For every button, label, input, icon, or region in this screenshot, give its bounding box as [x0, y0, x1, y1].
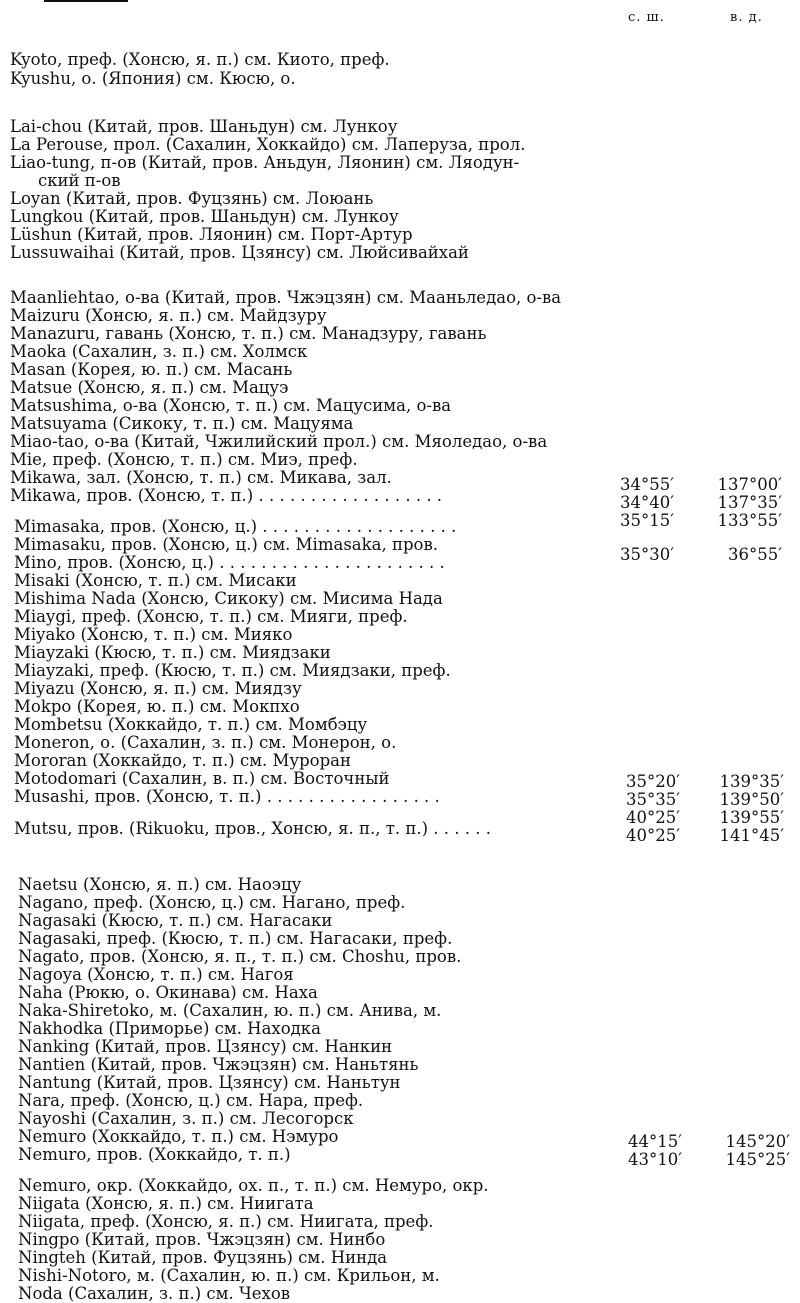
entry-row: Nishi-Notoro, м. (Сахалин, ю. п.) см. Крильон, м. — [18, 1266, 440, 1285]
entry-row: Mombetsu (Хоккайдо, т. п.) см. Момбэцу — [14, 715, 368, 734]
entry-row: Moneron, о. (Сахалин, з. п.) см. Монерон, о. — [14, 733, 397, 752]
entry-row: Kyoto, преф. (Хонсю, я. п.) см. Киото, преф. — [10, 50, 390, 69]
entry-row: Miao-tao, о-ва (Китай, Чжилийский прол.) см. Мяоледао, о-ва — [10, 432, 548, 451]
longitude-value: 145°20′ — [725, 1132, 790, 1151]
longitude-value: 139°35′ — [719, 772, 784, 791]
entry-row: Mimasaka, пров. (Хонсю, ц.) . . . . . . . . . . . . . . . . . . . — [14, 517, 457, 536]
latitude-value: 35°20′ — [626, 772, 680, 791]
entry-row: Matsuyama (Сикоку, т. п.) см. Мацуяма — [10, 414, 354, 433]
longitude-value: 137°00′ — [717, 475, 782, 494]
entry-row: Miyazu (Хонсю, я. п.) см. Миядзу — [14, 679, 302, 698]
entry-row: Manazuru, гавань (Хонсю, т. п.) см. Манадзуру, гавань — [10, 324, 487, 343]
entry-row: Maanliehtao, о-ва (Китай, пров. Чжэцзян) см. Мааньледао, о-ва — [10, 288, 562, 307]
entry-row: Nagoya (Хонсю, т. п.) см. Нагоя — [18, 965, 294, 984]
entry-row: Niigata (Хонсю, я. п.) см. Ниигата — [18, 1194, 314, 1213]
entry-row: Nagasaki (Кюсю, т. п.) см. Нагасаки — [18, 911, 333, 930]
entry-row: Nemuro (Хоккайдо, т. п.) см. Нэмуро — [18, 1127, 339, 1146]
entry-row: Motodomari (Сахалин, в. п.) см. Восточный — [14, 769, 390, 788]
longitude-value: 133°55′ — [717, 511, 782, 530]
longitude-value: 137°35′ — [717, 493, 782, 512]
latitude-value: 40°25′ — [626, 808, 680, 827]
entry-row: Lussuwaihai (Китай, пров. Цзянсу) см. Люйсивайхай — [10, 243, 469, 262]
longitude-value: 139°50′ — [719, 790, 784, 809]
latitude-value: 34°55′ — [620, 475, 674, 494]
entry-row: Nantung (Китай, пров. Цзянсу) см. Наньтун — [18, 1073, 401, 1092]
longitude-value: 141°45′ — [719, 826, 784, 845]
latitude-value: 43°10′ — [628, 1150, 682, 1169]
entry-row: Nemuro, пров. (Хоккайдо, т. п.) — [18, 1145, 291, 1164]
entry-row: Nayoshi (Сахалин, з. п.) см. Лесогорск — [18, 1109, 354, 1128]
top-rule — [44, 0, 128, 2]
entry-row: Lungkou (Китай, пров. Шаньдун) см. Лункоу — [10, 207, 399, 226]
entry-row: Nara, преф. (Хонсю, ц.) см. Нара, преф. — [18, 1091, 364, 1110]
latitude-value: 34°40′ — [620, 493, 674, 512]
entry-row: Mokpo (Корея, ю. п.) см. Мокпхо — [14, 697, 300, 716]
entry-row: Nagasaki, преф. (Кюсю, т. п.) см. Нагасаки, преф. — [18, 929, 453, 948]
entry-row: Nanking (Китай, пров. Цзянсу) см. Нанкин — [18, 1037, 393, 1056]
latitude-header: с. ш. — [628, 10, 665, 25]
entry-row: Masan (Корея, ю. п.) см. Масань — [10, 360, 293, 379]
entry-row: Lai-chou (Китай, пров. Шаньдун) см. Лункоу — [10, 117, 398, 136]
entry-row: Matsue (Хонсю, я. п.) см. Мацуэ — [10, 378, 289, 397]
entry-row: Mino, пров. (Хонсю, ц.) . . . . . . . . . . . . . . . . . . . . . . — [14, 553, 445, 572]
entry-row: Mishima Nada (Хонсю, Сикоку) см. Мисима Нада — [14, 589, 443, 608]
longitude-value: 139°55′ — [719, 808, 784, 827]
entry-row: ский п-ов — [38, 171, 121, 190]
entry-row: Niigata, преф. (Хонсю, я. п.) см. Ниигата, преф. — [18, 1212, 434, 1231]
entry-row: Maizuru (Хонсю, я. п.) см. Майдзуру — [10, 306, 327, 325]
entry-row: Mie, преф. (Хонсю, т. п.) см. Миэ, преф. — [10, 450, 358, 469]
entry-row: Naha (Рюкю, о. Окинава) см. Наха — [18, 983, 318, 1002]
entry-row: Mikawa, зал. (Хонсю, т. п.) см. Микава, зал. — [10, 468, 392, 487]
entry-row: Mikawa, пров. (Хонсю, т. п.) . . . . . . . . . . . . . . . . . . — [10, 486, 443, 505]
latitude-value: 35°35′ — [626, 790, 680, 809]
entry-row: Ningpo (Китай, пров. Чжэцзян) см. Нинбо — [18, 1230, 386, 1249]
entry-row: Naka-Shiretoko, м. (Сахалин, ю. п.) см. Анива, м. — [18, 1001, 442, 1020]
entry-row: Mutsu, пров. (Rikuoku, пров., Хонсю, я. п., т. п.) . . . . . . — [14, 819, 491, 838]
entry-row: Nemuro, окр. (Хоккайдо, ох. п., т. п.) см. Немуро, окр. — [18, 1176, 489, 1195]
entry-row: Miaygi, преф. (Хонсю, т. п.) см. Мияги, преф. — [14, 607, 408, 626]
entry-row: Maoka (Сахалин, з. п.) см. Холмск — [10, 342, 308, 361]
entry-row: Miayzaki (Кюсю, т. п.) см. Миядзаки — [14, 643, 331, 662]
entry-row: Matsushima, о-ва (Хонсю, т. п.) см. Мацусима, о-ва — [10, 396, 452, 415]
longitude-header: в. д. — [730, 10, 763, 25]
longitude-value: 36°55′ — [728, 545, 782, 564]
entry-row: Nakhodka (Приморье) см. Находка — [18, 1019, 321, 1038]
entry-row: La Perouse, прол. (Сахалин, Хоккайдо) см. Лаперуза, прол. — [10, 135, 526, 154]
entry-row: Liao-tung, п-ов (Китай, пров. Аньдун, Ляонин) см. Ляодун- — [10, 153, 520, 172]
entry-row: Miyako (Хонсю, т. п.) см. Мияко — [14, 625, 293, 644]
entry-row: Misaki (Хонсю, т. п.) см. Мисаки — [14, 571, 297, 590]
entry-row: Noda (Сахалин, з. п.) см. Чехов — [18, 1284, 291, 1303]
entry-row: Lüshun (Китай, пров. Ляонин) см. Порт-Артур — [10, 225, 413, 244]
latitude-value: 35°15′ — [620, 511, 674, 530]
entry-row: Nagano, преф. (Хонсю, ц.) см. Нагано, преф. — [18, 893, 406, 912]
entry-row: Musashi, пров. (Хонсю, т. п.) . . . . . . . . . . . . . . . . . — [14, 787, 440, 806]
latitude-value: 44°15′ — [628, 1132, 682, 1151]
longitude-value: 145°25′ — [725, 1150, 790, 1169]
entry-row: Loyan (Китай, пров. Фуцзянь) см. Лоюань — [10, 189, 374, 208]
latitude-value: 35°30′ — [620, 545, 674, 564]
entry-row: Ningteh (Китай, пров. Фуцзянь) см. Нинда — [18, 1248, 388, 1267]
entry-row: Mororan (Хоккайдо, т. п.) см. Муроран — [14, 751, 352, 770]
entry-row: Nagato, пров. (Хонсю, я. п., т. п.) см. Choshu, пров. — [18, 947, 462, 966]
entry-row: Mimasaku, пров. (Хонсю, ц.) см. Mimasaka, пров. — [14, 535, 438, 554]
entry-row: Miayzaki, преф. (Кюсю, т. п.) см. Миядзаки, преф. — [14, 661, 451, 680]
latitude-value: 40°25′ — [626, 826, 680, 845]
entry-row: Nantien (Китай, пров. Чжэцзян) см. Наньтянь — [18, 1055, 419, 1074]
entry-row: Kyushu, о. (Япония) см. Кюсю, о. — [10, 69, 296, 88]
entry-row: Naetsu (Хонсю, я. п.) см. Наоэцу — [18, 875, 302, 894]
